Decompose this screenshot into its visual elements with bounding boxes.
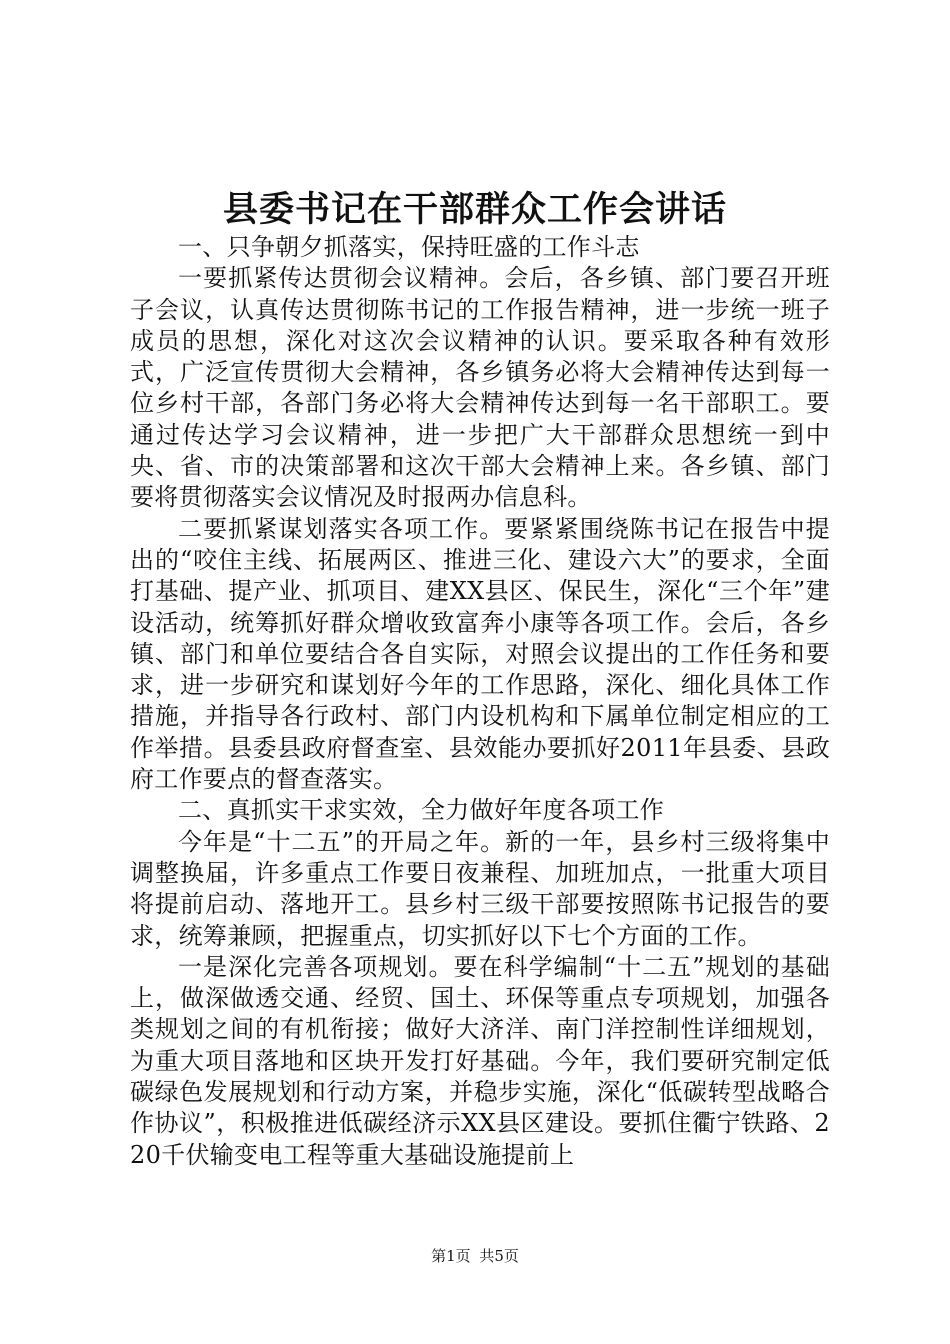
- page-footer: 第1页 共5页: [431, 1247, 519, 1265]
- paragraph: 一是深化完善各项规划。要在科学编制“十二五”规划的基础上，做深做透交通、经贸、国土、环保等重点专项规划，加强各类规划之间的有机衔接；做好大济洋、南门洋控制性详细规划，为重大项目落地和区块开发打好基础。今年，我们要研究制定低碳绿色发展规划和行动方案，并稳步实施，深化“低碳转型战略合作协议”，积极推进低碳经济示XX县区建设。要抓住衢宁铁路、220千伏输变电工程等重大基础设施提前上: [130, 952, 830, 1169]
- paragraph: 一要抓紧传达贯彻会议精神。会后，各乡镇、部门要召开班子会议，认真传达贯彻陈书记的工作报告精神，进一步统一班子成员的思想，深化对这次会议精神的认识。要采取各种有效形式，广泛宣传贯彻大会精神，各乡镇务必将大会精神传达到每一位乡村干部，各部门务必将大会精神传达到每一名干部职工。要通过传达学习会议精神，进一步把广大干部群众思想统一到中央、省、市的决策部署和这次干部大会精神上来。各乡镇、部门要将贯彻落实会议情况及时报两办信息科。: [130, 264, 830, 512]
- page-title: 县委书记在干部群众工作会讲话: [222, 189, 727, 230]
- section-heading-2: 二、真抓实干求实效，全力做好年度各项工作: [178, 796, 664, 825]
- paragraph: 二要抓紧谋划落实各项工作。要紧紧围绕陈书记在报告中提出的“咬住主线、拓展两区、推进三化、建设六大”的要求，全面打基础、提产业、抓项目、建XX县区、保民生，深化“三个年”建设活动，统筹抓好群众增收致富奔小康等各项工作。会后，各乡镇、部门和单位要结合各自实际，对照会议提出的工作任务和要求，进一步研究和谋划好今年的工作思路，深化、细化具体工作措施，并指导各行政村、部门内设机构和下属单位制定相应的工作举措。县委县政府督查室、县效能办要抓好2011年县委、县政府工作要点的督查落实。: [130, 514, 830, 794]
- document-body: [130, 232, 830, 1171]
- section-heading-1: 一、只争朝夕抓落实，保持旺盛的工作斗志: [178, 233, 640, 261]
- paragraph: 今年是“十二五”的开局之年。新的一年，县乡村三级将集中调整换届，许多重点工作要日夜兼程、加班加点，一批重大项目将提前启动、落地开工。县乡村三级干部要按照陈书记报告的要求，统筹兼顾，把握重点，切实抓好以下七个方面的工作。: [130, 827, 830, 950]
